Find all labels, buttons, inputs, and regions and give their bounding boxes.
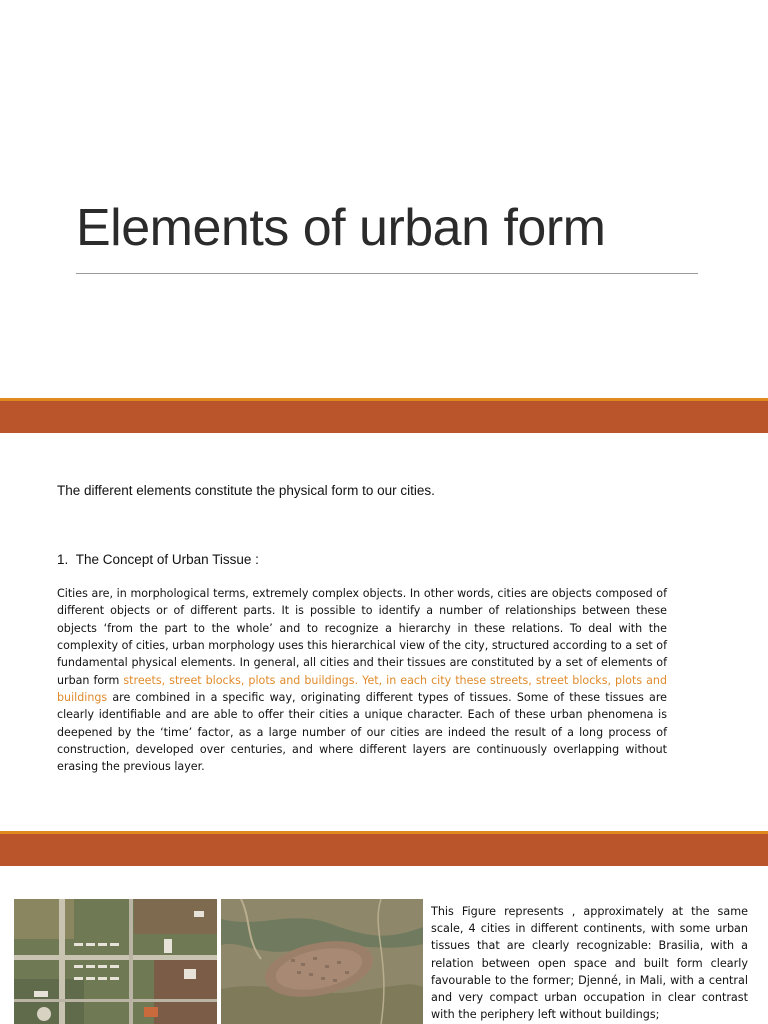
section-heading-text: The Concept of Urban Tissue : [75,552,259,567]
body-paragraph [57,585,667,776]
djenne-aerial-graphic [221,899,423,1024]
aerial-image-brasilia [14,899,217,1024]
section-heading [57,552,259,567]
title-divider [76,273,698,274]
highlighted-text: streets, street blocks, plots and buildings. Yet, in each city these streets, street blocks, plots and buildings [57,673,667,705]
paragraph-text-end: are combined in a specific way, originating different types of tissues. Some of these tissues are clearly identifiable and are able to offer their cities a unique character. Each of these urban phenomena is deepened by the ‘time’ factor, as a large number of our cities are indeed the result of a long process of construction, developed over centuries, and where different layers are continuously overlapping without erasing the previous layer. [57,691,667,774]
intro-text: The different elements constitute the physical form to our cities. [57,483,435,498]
figure-caption: This Figure represents , approximately at the same scale, 4 cities in different continents, with some urban tissues that are clearly recognizable: Brasilia, with a relation between open space and built form clearly favourable to the former; Djenné, in Mali, with a central and very compact urban occupation in clear contrast with the periphery left without buildings; [431,905,748,1022]
section-number: 1. [57,552,69,567]
paragraph-text-start: Cities are, in morphological terms, extremely complex objects. In other words, cities are objects composed of different objects or of different parts. It is possible to identify a number of relationships between these objects ‘from the part to the whole’ and to recognize a hierarchy in these relations. To deal with the complexity of cities, urban morphology uses this hierarchical view of the city, structured according to a set of fundamental physical elements. In general, all cities and their tissues are constituted by a set of elements of urban form [57,587,667,687]
brasilia-aerial-graphic [14,899,217,1024]
page-title: Elements of urban form [76,199,606,257]
aerial-image-djenne [221,899,423,1024]
accent-band-top [0,398,768,433]
accent-band-bottom [0,831,768,866]
